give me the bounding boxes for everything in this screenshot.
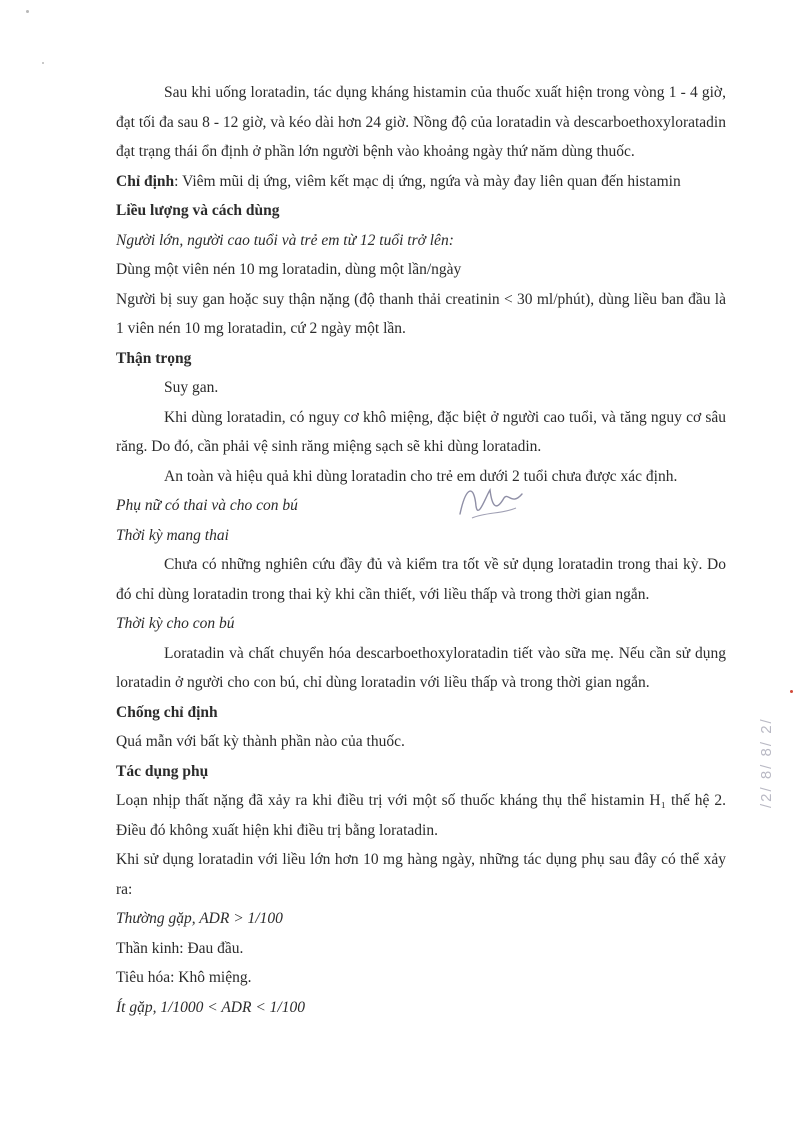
lactation-period-label: Thời kỳ cho con bú: [116, 615, 235, 632]
caution-text-3: An toàn và hiệu quả khi dùng loratadin cho trẻ em dưới 2 tuổi chưa được xác định.: [164, 467, 678, 485]
common-effect-1: Thần kinh: Đau đầu.: [116, 939, 244, 957]
contraindication-heading: Chống chỉ định: [116, 703, 218, 721]
margin-stamp: /2/ 8/ 8/ 2/: [758, 717, 775, 808]
dosage-text-2: Người bị suy gan hoặc suy thận nặng (độ thanh thải creatinin < 30 ml/phút), dùng liều ban đầu là 1 viên nén 10 mg loratadin, cứ 2 ngày một lần.: [116, 290, 726, 337]
pregnancy-text: Chưa có những nghiên cứu đầy đủ và kiểm tra tốt về sử dụng loratadin trong thai kỳ. Do đó chỉ dùng loratadin trong thai kỳ khi cần thiết, với liều thấp và trong thời gian ngắn.: [116, 556, 726, 603]
scan-speck: [42, 62, 44, 64]
document-body: [116, 78, 726, 1022]
caution-text-2: Khi dùng loratadin, có nguy cơ khô miệng, đặc biệt ở người cao tuổi, và tăng nguy cơ sâu răng. Do đó, cần phải vệ sinh răng miệng sạch sẽ khi dùng loratadin.: [116, 408, 726, 455]
indication-line: [116, 167, 726, 197]
common-effect-2: Tiêu hóa: Khô miệng.: [116, 969, 252, 986]
caution-heading: Thận trọng: [116, 349, 192, 367]
uncommon-effects-subheading: Ít gặp, 1/1000 < ADR < 1/100: [116, 998, 305, 1016]
pregnancy-period-label: Thời kỳ mang thai: [116, 526, 229, 544]
pharmacokinetics-paragraph: Sau khi uống loratadin, tác dụng kháng histamin của thuốc xuất hiện trong vòng 1 - 4 giờ, đạt tối đa sau 8 - 12 giờ, và kéo dài hơn 24 giờ. Nồng độ của loratadin và descarboethoxyloratadin đạt trạng thái ổn định ở phần lớn người bệnh vào khoảng ngày thứ năm dùng thuốc.: [116, 84, 726, 160]
contraindication-text: Quá mẫn với bất kỳ thành phần nào của thuốc.: [116, 733, 405, 750]
pregnancy-subheading: Phụ nữ có thai và cho con bú: [116, 497, 298, 514]
indication-text: : Viêm mũi dị ứng, viêm kết mạc dị ứng, ngứa và mày đay liên quan đến histamin: [174, 172, 681, 190]
scan-speck: [26, 10, 29, 13]
dosage-heading: Liều lượng và cách dùng: [116, 202, 280, 219]
dosage-text-1: Dùng một viên nén 10 mg loratadin, dùng một lần/ngày: [116, 261, 462, 278]
indication-label: Chỉ định: [116, 172, 175, 190]
lactation-text: Loratadin và chất chuyển hóa descarboethoxyloratadin tiết vào sữa mẹ. Nếu cần sử dụng loratadin ở người cho con bú, chỉ dùng loratadin với liều thấp và trong thời gian ngắn.: [116, 644, 726, 691]
caution-text-1: Suy gan.: [164, 379, 219, 396]
side-effects-heading: Tác dụng phụ: [116, 762, 209, 780]
side-effects-text-1: Loạn nhịp thất nặng đã xảy ra khi điều trị với một số thuốc kháng thụ thể histamin H₁ thế hệ 2. Điều đó không xuất hiện khi điều trị bằng loratadin.: [116, 792, 726, 839]
dosage-subheading: Người lớn, người cao tuổi và trẻ em từ 12 tuổi trở lên:: [116, 231, 454, 249]
common-effects-subheading: Thường gặp, ADR > 1/100: [116, 910, 283, 927]
side-effects-text-2: Khi sử dụng loratadin với liều lớn hơn 10 mg hàng ngày, những tác dụng phụ sau đây có thể xảy ra:: [116, 851, 726, 898]
